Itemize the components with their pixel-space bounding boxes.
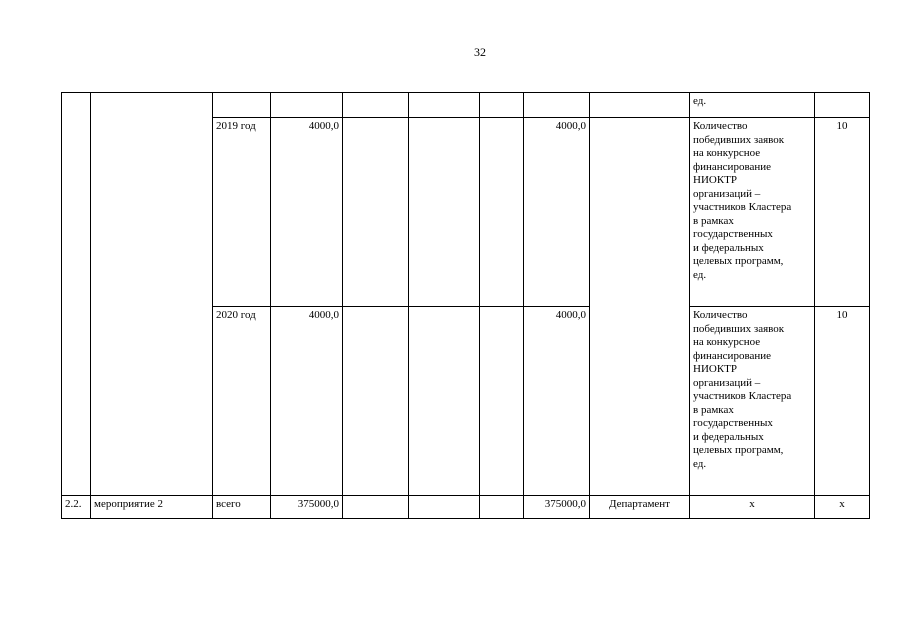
cell-name-continued <box>91 93 213 496</box>
cell-executor <box>590 93 690 118</box>
indicator-line: победивших заявок <box>693 322 785 335</box>
indicator-line: организаций – <box>693 376 761 389</box>
indicator-line: финансирование <box>693 160 772 173</box>
cell-period: 2019 год <box>213 118 271 307</box>
cell-indicator-value <box>815 93 870 118</box>
indicator-line: НИОКТР <box>693 174 738 186</box>
cell-indicator <box>690 307 815 496</box>
cell-local <box>480 118 524 307</box>
cell-local <box>480 93 524 118</box>
indicator-line: и федеральных <box>693 241 764 254</box>
indicator-line: на конкурсное <box>693 147 761 159</box>
cell-extra-budget: 375000,0 <box>524 496 590 519</box>
cell-regional <box>409 93 480 118</box>
cell-total: 375000,0 <box>271 496 343 519</box>
indicator-line: Количество <box>693 120 748 132</box>
cell-local <box>480 496 524 519</box>
page-number: 32 <box>474 45 486 59</box>
indicator-line: организаций – <box>693 187 761 200</box>
indicator-line: в рамках <box>693 403 734 416</box>
indicator-line: государственных <box>693 417 773 429</box>
cell-federal <box>343 118 409 307</box>
cell-period: 2020 год <box>213 307 271 496</box>
cell-period <box>213 93 271 118</box>
indicator-line: НИОКТР <box>693 363 738 375</box>
indicator-line: государственных <box>693 228 773 240</box>
cell-indicator-value: х <box>815 496 870 519</box>
cell-executor <box>590 118 690 496</box>
cell-federal <box>343 307 409 496</box>
indicator-line: победивших заявок <box>693 133 785 146</box>
cell-number-continued <box>62 93 91 496</box>
program-table <box>61 92 870 519</box>
cell-total: 4000,0 <box>271 307 343 496</box>
cell-name: мероприятие 2 <box>91 496 213 519</box>
cell-indicator: х <box>690 496 815 519</box>
cell-indicator: ед. <box>690 93 815 118</box>
cell-indicator-value: 10 <box>815 118 870 307</box>
indicator-line: участников Кластера <box>693 390 792 402</box>
indicator-line: целевых программ, <box>693 444 784 456</box>
table-row <box>62 496 870 519</box>
cell-regional <box>409 496 480 519</box>
cell-indicator-value: 10 <box>815 307 870 496</box>
cell-executor: Департамент <box>590 496 690 519</box>
cell-number: 2.2. <box>62 496 91 519</box>
table-row <box>62 93 870 118</box>
indicator-line: Количество <box>693 309 748 321</box>
cell-period: всего <box>213 496 271 519</box>
cell-indicator <box>690 118 815 307</box>
indicator-line: на конкурсное <box>693 336 761 348</box>
cell-extra-budget: 4000,0 <box>524 118 590 307</box>
cell-extra-budget <box>524 93 590 118</box>
indicator-line: в рамках <box>693 214 734 227</box>
cell-total <box>271 93 343 118</box>
cell-regional <box>409 118 480 307</box>
indicator-line: финансирование <box>693 349 772 362</box>
cell-local <box>480 307 524 496</box>
indicator-line: и федеральных <box>693 430 764 443</box>
indicator-line: целевых программ, <box>693 255 784 267</box>
indicator-line: ед. <box>693 457 707 470</box>
indicator-line: ед. <box>693 268 707 281</box>
cell-regional <box>409 307 480 496</box>
cell-federal <box>343 496 409 519</box>
cell-extra-budget: 4000,0 <box>524 307 590 496</box>
indicator-line: участников Кластера <box>693 201 792 213</box>
cell-total: 4000,0 <box>271 118 343 307</box>
cell-federal <box>343 93 409 118</box>
